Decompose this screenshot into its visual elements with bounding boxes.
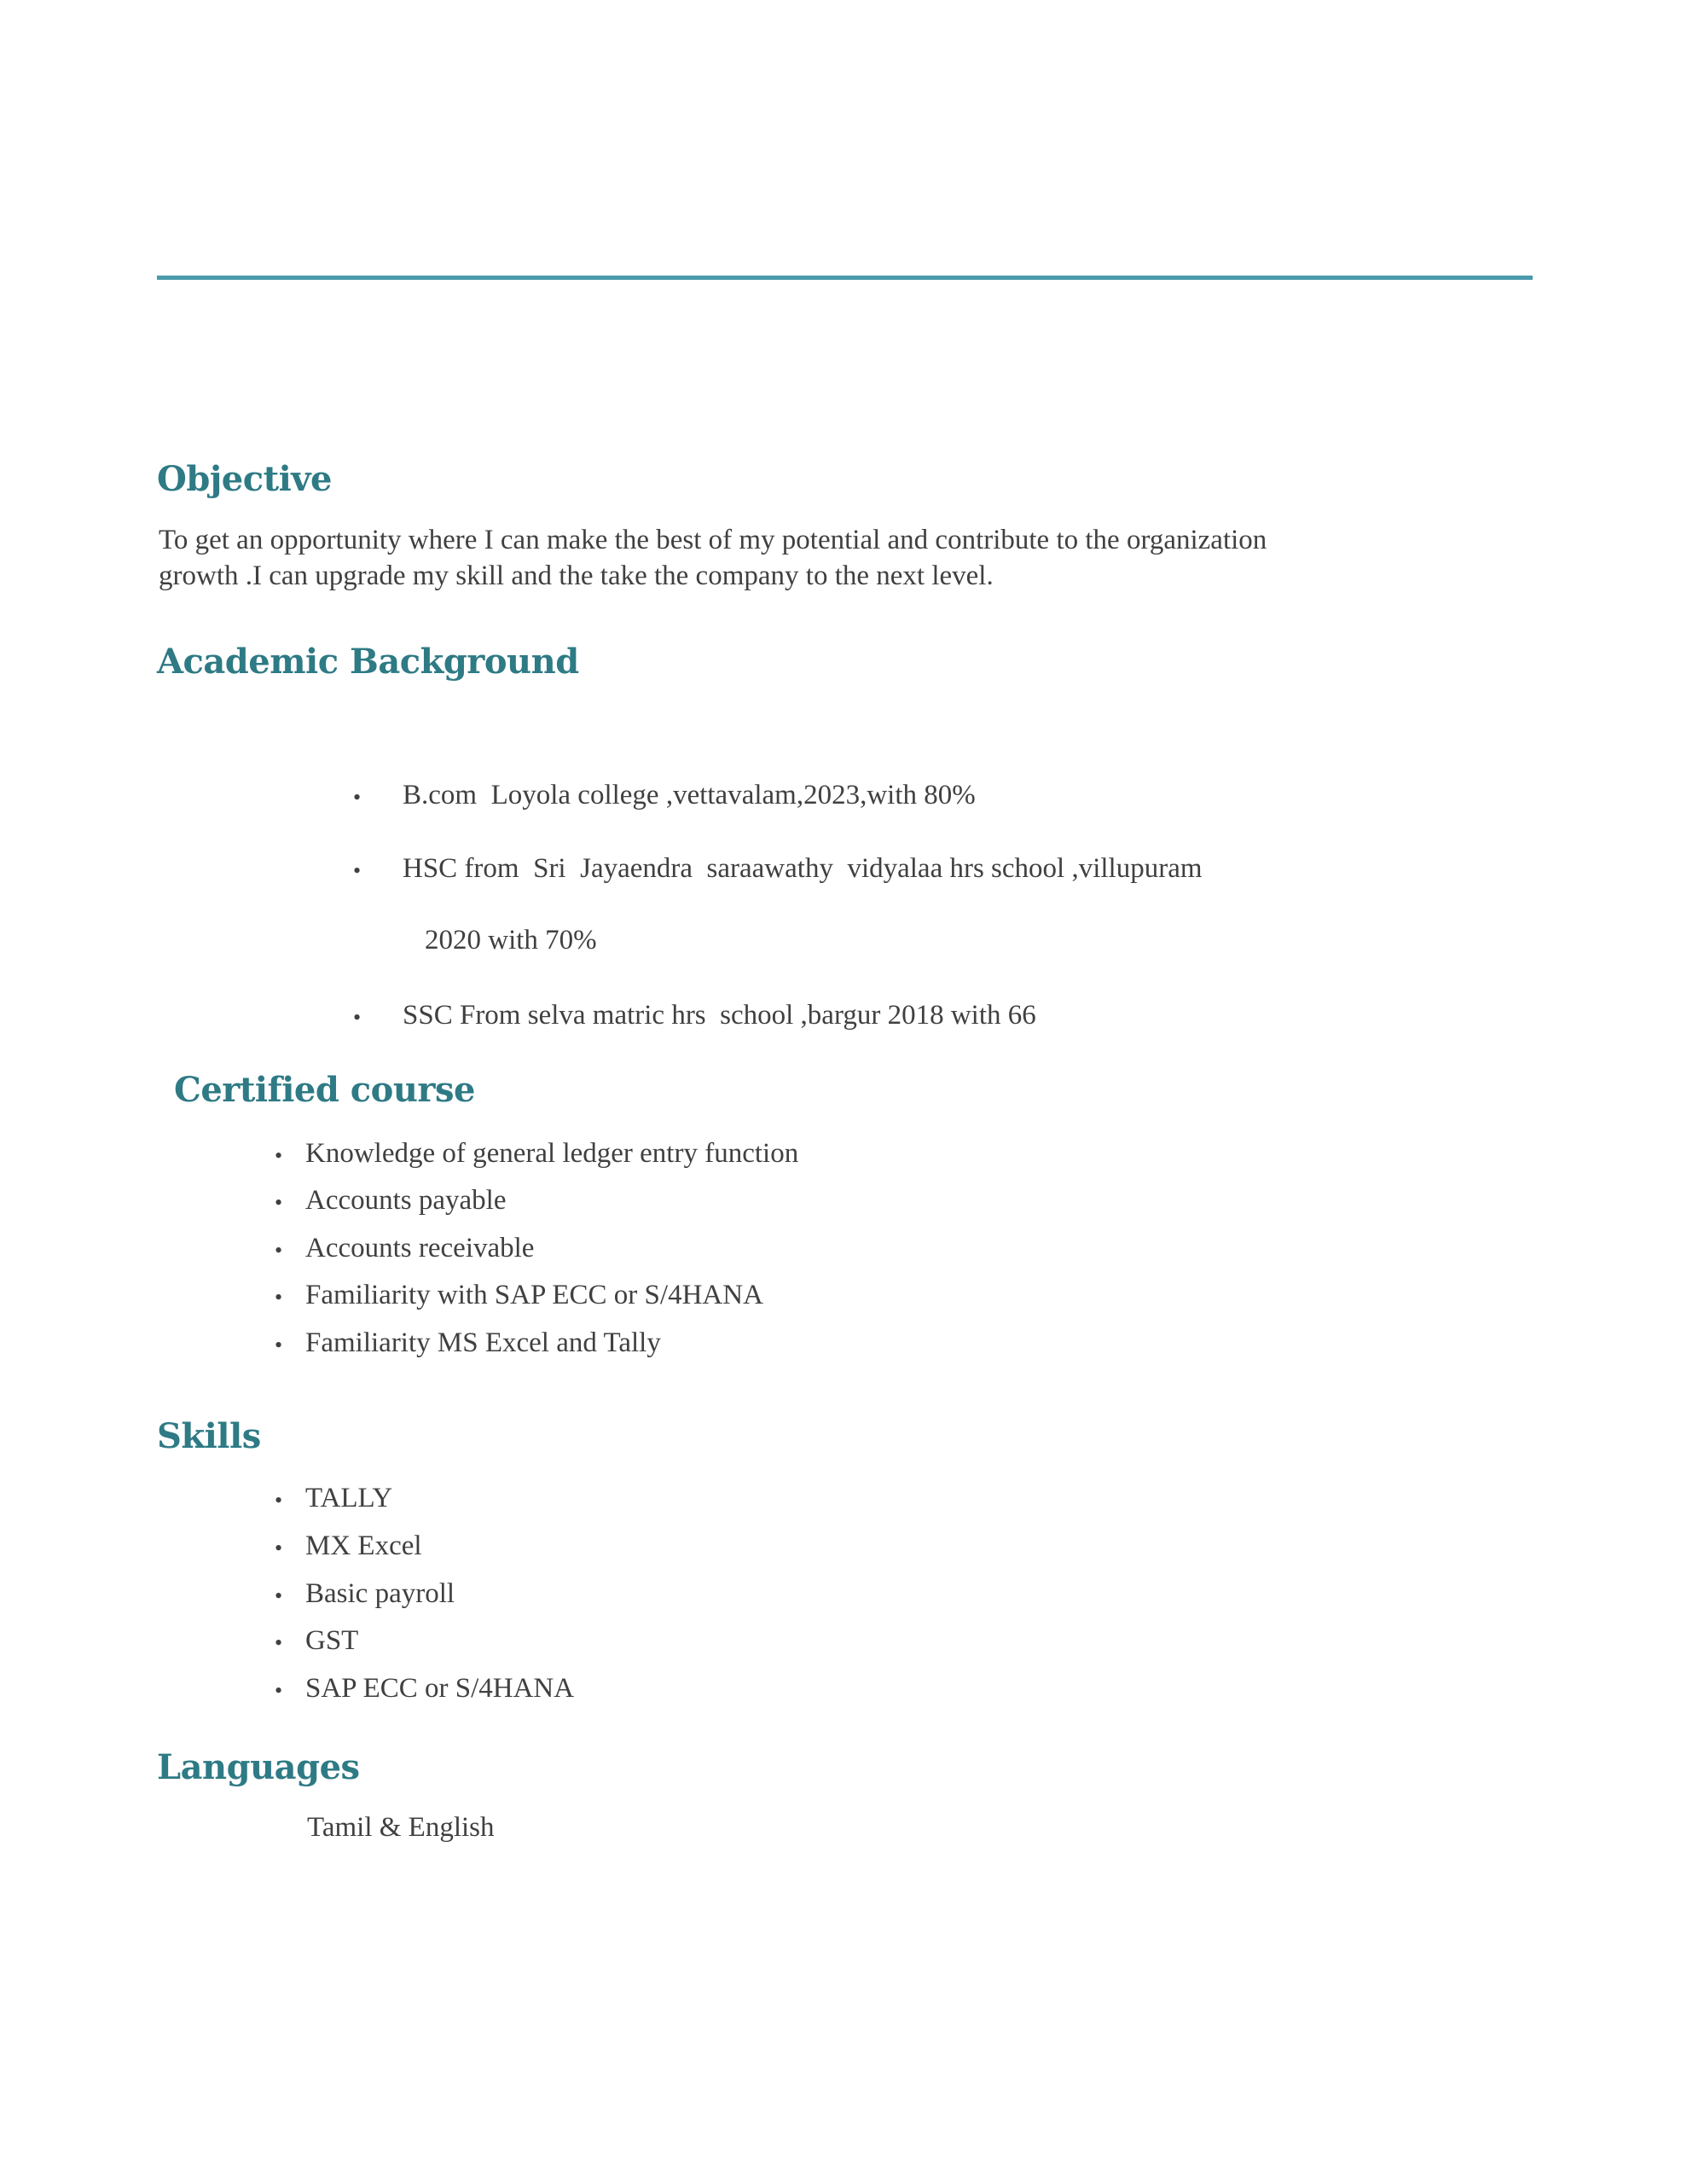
skill-item: GST [305, 1625, 359, 1656]
certified-item: Accounts payable [305, 1185, 507, 1216]
academic-item: HSC from Sri Jayaendra saraawathy vidyalaa hrs school ,villupuram [403, 853, 1203, 884]
academic-heading: Academic Background [157, 642, 579, 682]
bullet-icon: • [275, 1238, 283, 1263]
bullet-icon: • [275, 1630, 283, 1655]
header-divider [157, 276, 1533, 280]
languages-heading: Languages [157, 1747, 360, 1787]
bullet-icon: • [353, 1005, 362, 1030]
bullet-icon: • [275, 1583, 283, 1608]
objective-line-1: To get an opportunity where I can make the best of my potential and contribute to the organization [159, 525, 1267, 555]
certified-item: Familiarity MS Excel and Tally [305, 1327, 661, 1358]
certified-item: Knowledge of general ledger entry function [305, 1138, 799, 1169]
bullet-icon: • [275, 1678, 283, 1703]
bullet-icon: • [275, 1536, 283, 1560]
bullet-icon: • [275, 1143, 283, 1168]
certified-heading: Certified course [174, 1070, 475, 1110]
bullet-icon: • [275, 1333, 283, 1357]
skill-item: Basic payroll [305, 1578, 455, 1609]
skills-heading: Skills [157, 1416, 261, 1456]
certified-item: Accounts receivable [305, 1233, 535, 1263]
bullet-icon: • [275, 1285, 283, 1310]
skill-item: MX Excel [305, 1531, 422, 1561]
objective-line-2: growth .I can upgrade my skill and the take the company to the next level. [159, 561, 994, 591]
bullet-icon: • [353, 785, 362, 810]
academic-item: B.com Loyola college ,vettavalam,2023,with 80% [403, 780, 976, 810]
academic-item: SSC From selva matric hrs school ,bargur 2018 with 66 [403, 1000, 1036, 1031]
academic-item-continuation: 2020 with 70% [425, 925, 597, 956]
bullet-icon: • [353, 858, 362, 883]
objective-heading: Objective [157, 459, 332, 499]
bullet-icon: • [275, 1488, 283, 1513]
skill-item: TALLY [305, 1483, 393, 1513]
skill-item: SAP ECC or S/4HANA [305, 1673, 575, 1704]
bullet-icon: • [275, 1190, 283, 1215]
languages-value: Tamil & English [307, 1812, 495, 1843]
certified-item: Familiarity with SAP ECC or S/4HANA [305, 1280, 763, 1310]
